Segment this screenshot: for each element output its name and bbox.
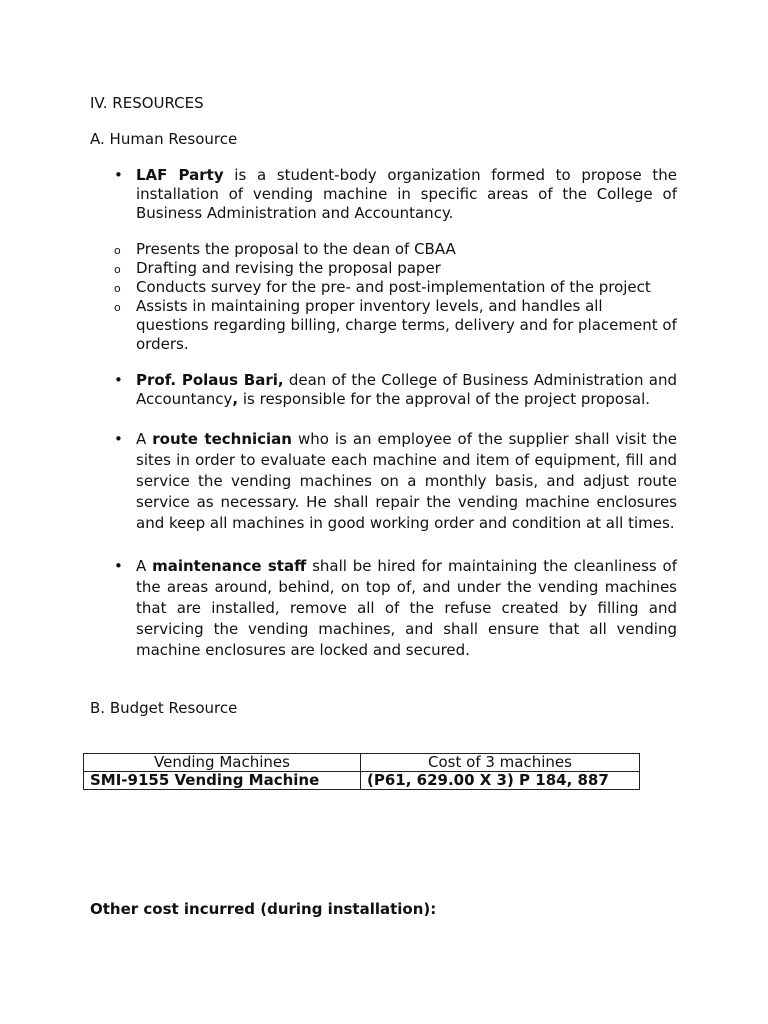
budget-resource-heading: B. Budget Resource: [90, 699, 238, 717]
table-row: [84, 772, 640, 790]
maintenance-prefix: A: [136, 557, 153, 575]
dean-name: Prof. Polaus Bari,: [136, 371, 284, 389]
dean-description-b: is responsible for the approval of the project proposal.: [238, 390, 651, 408]
technician-prefix: A: [136, 430, 153, 448]
technician-description: who is an employee of the supplier shall visit the sites in order to evaluate each machine and item of equipment, fill and service the vending machines on a monthly basis, and adjust route service as necessary. He shall repair the vending machine enclosures and keep all machines in good working order and condition at all times.: [136, 430, 678, 532]
maintenance-name: maintenance staff: [152, 557, 307, 575]
table-header-cell: Cost of 3 machines: [361, 754, 640, 772]
bullet-icon: •: [114, 557, 123, 575]
circle-bullet-icon: o: [114, 263, 121, 276]
laf-party-description: is a student-body organization formed to propose the installation of vending machine in specific areas of the College of Business Administration and Accountancy.: [136, 166, 677, 222]
bullet-maintenance-text: [136, 556, 677, 661]
bullet-dean-text: [136, 371, 677, 409]
laf-party-name: LAF Party: [136, 166, 224, 184]
circle-bullet-icon: o: [114, 244, 121, 257]
duties-list: [114, 240, 677, 354]
duty-item: [114, 240, 677, 259]
circle-bullet-icon: o: [114, 282, 121, 295]
section-title: IV. RESOURCES: [90, 94, 204, 112]
bullet-laf-party: [114, 166, 677, 223]
duty-text: Presents the proposal to the dean of CBAA: [136, 240, 456, 258]
other-cost-heading: Other cost incurred (during installation):: [90, 900, 437, 918]
duty-text: Assists in maintaining proper inventory levels, and handles all questions regarding billing, charge terms, delivery and for placement of orders.: [136, 297, 677, 353]
circle-bullet-icon: o: [114, 301, 121, 314]
bullet-dean: [114, 371, 677, 409]
duty-item: [114, 297, 677, 354]
duty-text: Drafting and revising the proposal paper: [136, 259, 441, 277]
bullet-route-technician: [114, 429, 677, 534]
bullet-icon: •: [114, 371, 123, 389]
duty-item: [114, 259, 677, 278]
dean-comma: ,: [232, 390, 239, 408]
bullet-laf-text: [136, 166, 677, 223]
table-cell: SMI-9155 Vending Machine: [84, 772, 361, 790]
budget-table: [83, 753, 640, 790]
bullet-icon: •: [114, 430, 123, 448]
table-cell: (P61, 629.00 X 3) P 184, 887: [361, 772, 640, 790]
bullet-maintenance-staff: [114, 556, 677, 661]
bullet-technician-text: [136, 429, 677, 534]
human-resource-heading: A. Human Resource: [90, 130, 238, 148]
bullet-icon: •: [114, 166, 123, 184]
duty-text: Conducts survey for the pre- and post-implementation of the project: [136, 278, 651, 296]
maintenance-description: shall be hired for maintaining the cleanliness of the areas around, behind, on top of, and under the vending machines that are installed, remove all of the refuse created by filling and servicing the vending machines, and shall ensure that all vending machine enclosures are locked and secured.: [136, 557, 678, 659]
table-header-cell: Vending Machines: [84, 754, 361, 772]
technician-name: route technician: [152, 430, 292, 448]
dean-description-a: dean of the College of Business Administration and Accountancy: [136, 371, 677, 408]
duty-item: [114, 278, 677, 297]
table-header-row: [84, 754, 640, 772]
